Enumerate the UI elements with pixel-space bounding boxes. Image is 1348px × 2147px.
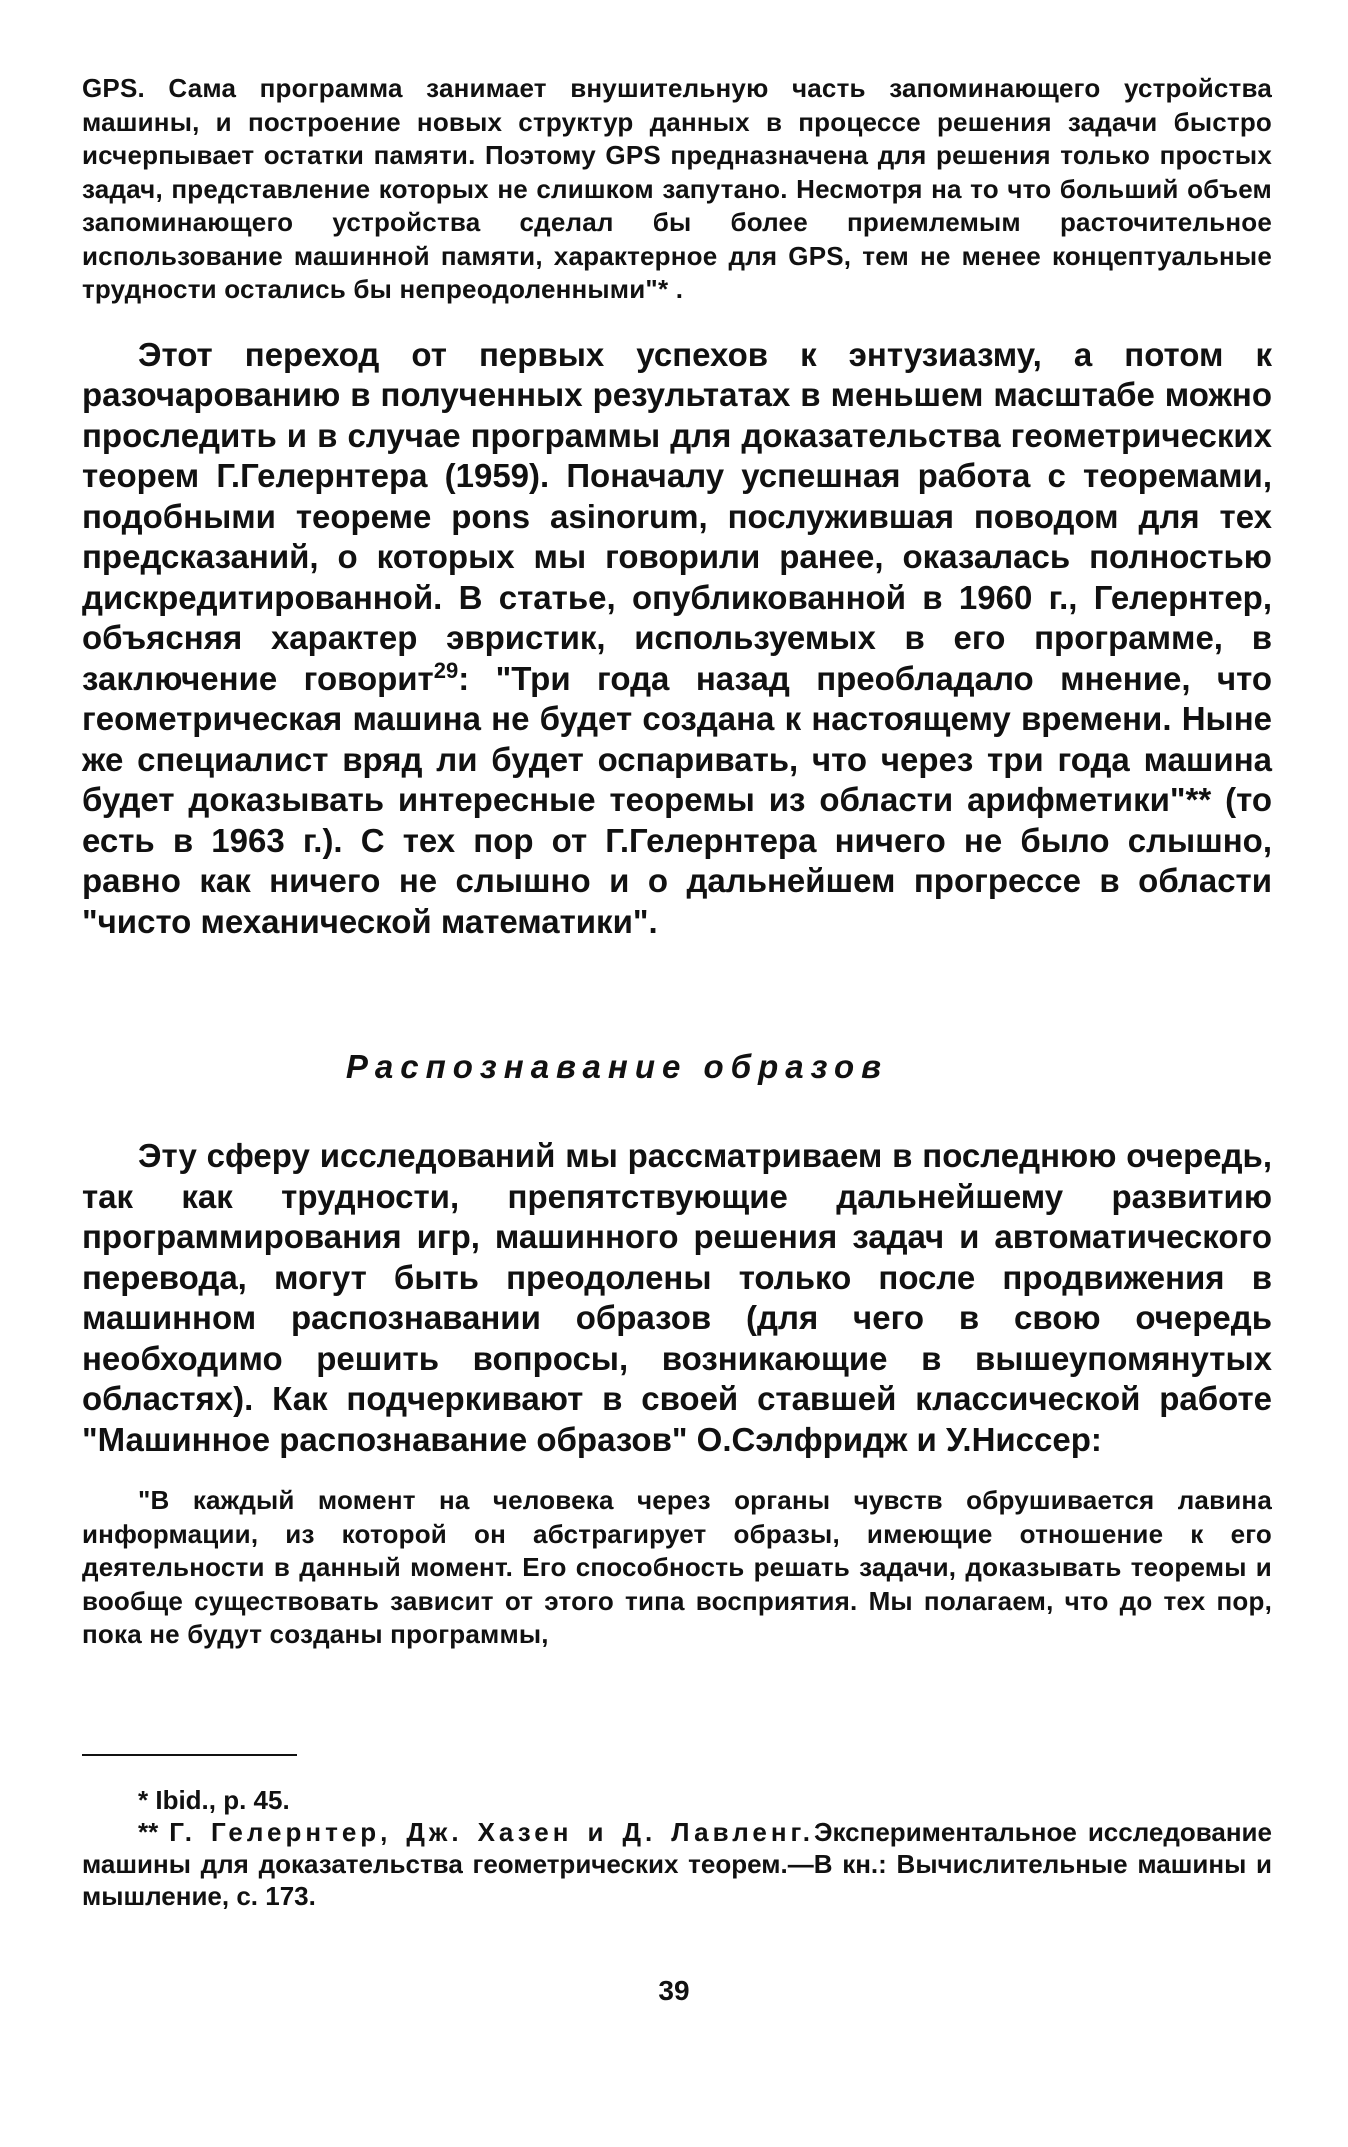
- paragraph-gps-continued: GPS. Сама программа занимает внушительную часть запоминающего устройства машины, и построение новых структур данных в процессе решения задачи быстро исчерпывает остатки памяти. Поэтому GPS предназначена для решения только простых задач, представление которых не слишком запутано. Несмотря на то что больший объем запоминающего устройства сделал бы более приемлемым расточительное использование машинной памяти, характерное для GPS, тем не менее концептуальные трудности остались бы непреодоленными"* .: [82, 73, 1272, 304]
- footnote-1: * Ibid., p. 45.: [138, 1784, 290, 1815]
- footnote-2-text: Экспериментальное исследование машины для доказательства геометрических теорем.—В кн.: Вычислительные машины и мышление, с. 173.: [82, 1816, 1272, 1911]
- page-number: 39: [658, 1975, 690, 2006]
- footnote-2-marker: **: [138, 1816, 159, 1847]
- paragraph-gelernter: [82, 335, 1272, 943]
- footnote-2-authors: Г. Гелернтер, Дж. Хазен и Д. Лавленг.: [169, 1816, 815, 1847]
- page-content: [82, 72, 1272, 1912]
- paragraph-gelernter-part-a: Этот переход от первых успехов к энтузиазму, а потом к разочарованию в полученных результатах в меньшем масштабе можно проследить и в случае программы для доказательства геометрических теорем Г.Гелернтера (1959). Поначалу успешная работа с теоремами, подобными теореме pons asinorum, послужившая поводом для тех предсказаний, о которых мы говорили ранее, оказалась полностью дискредитированной. В статье, опубликованной в 1960 г., Гелернтер, объясняя характер эвристик, используемых в его программе, в заключение говорит: [82, 335, 1272, 697]
- paragraph-gelernter-part-b: : "Три года назад преобладало мнение, что геометрическая машина не будет создана к настоящему времени. Ныне же специалист вряд ли будет оспаривать, что через три года машина будет доказывать интересные теоремы из области арифметики"** (то есть в 1963 г.). С тех пор от Г.Гелернтера ничего не было слышно, равно как ничего не слышно и о дальнейшем прогрессе в области "чисто механической математики".: [82, 659, 1272, 940]
- section-heading: Распознавание образов: [345, 1048, 889, 1085]
- footnote-divider: [82, 1754, 297, 1756]
- footnote-2: [82, 1816, 1272, 1912]
- paragraph-pattern-recognition: Эту сферу исследований мы рассматриваем в последнюю очередь, так как трудности, препятствующие дальнейшему развитию программирования игр, машинного решения задач и автоматического перевода, могут быть преодолены только после продвижения в машинном распознавании образов (для чего в свою очередь необходимо решить вопросы, возникающие в вышеупомянутых областях). Как подчеркивают в своей ставшей классической работе "Машинное распознавание образов" О.Сэлфридж и У.Ниссер:: [82, 1137, 1272, 1458]
- footnotes: [82, 1784, 1272, 1912]
- block-quote: "В каждый момент на человека через органы чувств обрушивается лавина информации, из которой он абстрагирует образы, имеющие отношение к его деятельности в данный момент. Его способность решать задачи, доказывать теоремы и вообще существовать зависит от этого типа восприятия. Мы полагаем, что до тех пор, пока не будут созданы программы,: [82, 1485, 1272, 1649]
- reference-number: 29: [433, 657, 459, 683]
